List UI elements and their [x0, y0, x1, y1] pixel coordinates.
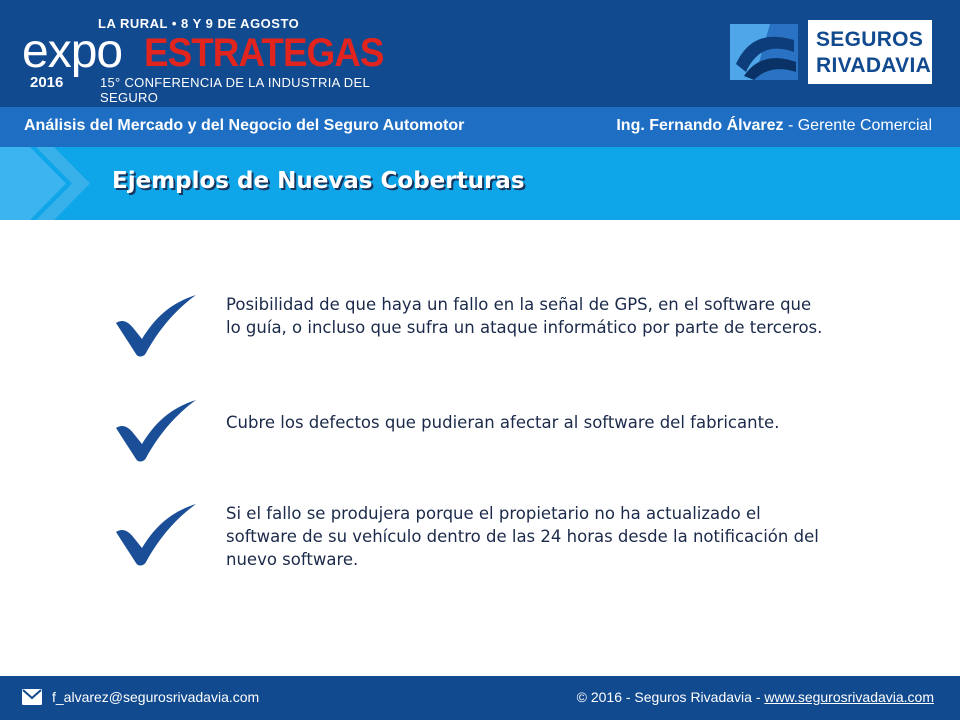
event-date: LA RURAL • 8 Y 9 DE AGOSTO — [98, 16, 300, 31]
logo-text-rivadavia: RIVADAVIA — [816, 54, 932, 77]
copyright-text: © 2016 - Seguros Rivadavia - — [576, 689, 765, 705]
presentation-topic: Análisis del Mercado y del Negocio del Seguro Automotor — [24, 117, 465, 134]
speaker-name: Ing. Fernando Álvarez — [616, 117, 784, 134]
bullet-text: Posibilidad de que haya un fallo en la señal de GPS, en el software que lo guía, o incluso que sufra un ataque informático por parte de terceros. — [226, 295, 823, 337]
event-expo-word: expo — [22, 25, 123, 78]
footer-email[interactable]: f_alvarez@segurosrivadavia.com — [52, 689, 260, 705]
subtitle-band — [0, 107, 960, 147]
event-estrategas-word: ESTRATEGAS — [144, 31, 384, 75]
checkmark-icon — [108, 398, 204, 464]
header-band — [0, 0, 960, 107]
footer-band — [0, 676, 960, 720]
event-logo — [20, 14, 400, 105]
bullet-text: Cubre los defectos que pudieran afectar al software del fabricante. — [226, 413, 780, 432]
event-year: 2016 — [30, 74, 64, 91]
checkmark-icon — [108, 502, 204, 568]
website-link[interactable]: www.segurosrivadavia.com — [764, 689, 934, 705]
footer-copyright — [577, 689, 934, 705]
speaker-separator: - — [783, 117, 798, 134]
checkmark-icon — [108, 293, 204, 359]
speaker-info — [616, 117, 932, 135]
seguros-rivadavia-logo-icon — [724, 18, 806, 86]
logo-text-seguros: SEGUROS — [816, 28, 924, 51]
chevron-arrow-icon — [0, 147, 110, 220]
seguros-rivadavia-logo — [724, 18, 938, 86]
speaker-role: Gerente Comercial — [797, 117, 932, 134]
bullet-text: Si el fallo se produjera porque el propietario no ha actualizado el software de su vehículo dentro de las 24 horas desde la notificación del nuevo software. — [226, 504, 819, 569]
slide-title: Ejemplos de Nuevas Coberturas — [112, 168, 525, 194]
event-conference: 15° CONFERENCIA DE LA INDUSTRIA DEL SEGURO — [100, 75, 370, 105]
mail-icon — [22, 689, 42, 705]
